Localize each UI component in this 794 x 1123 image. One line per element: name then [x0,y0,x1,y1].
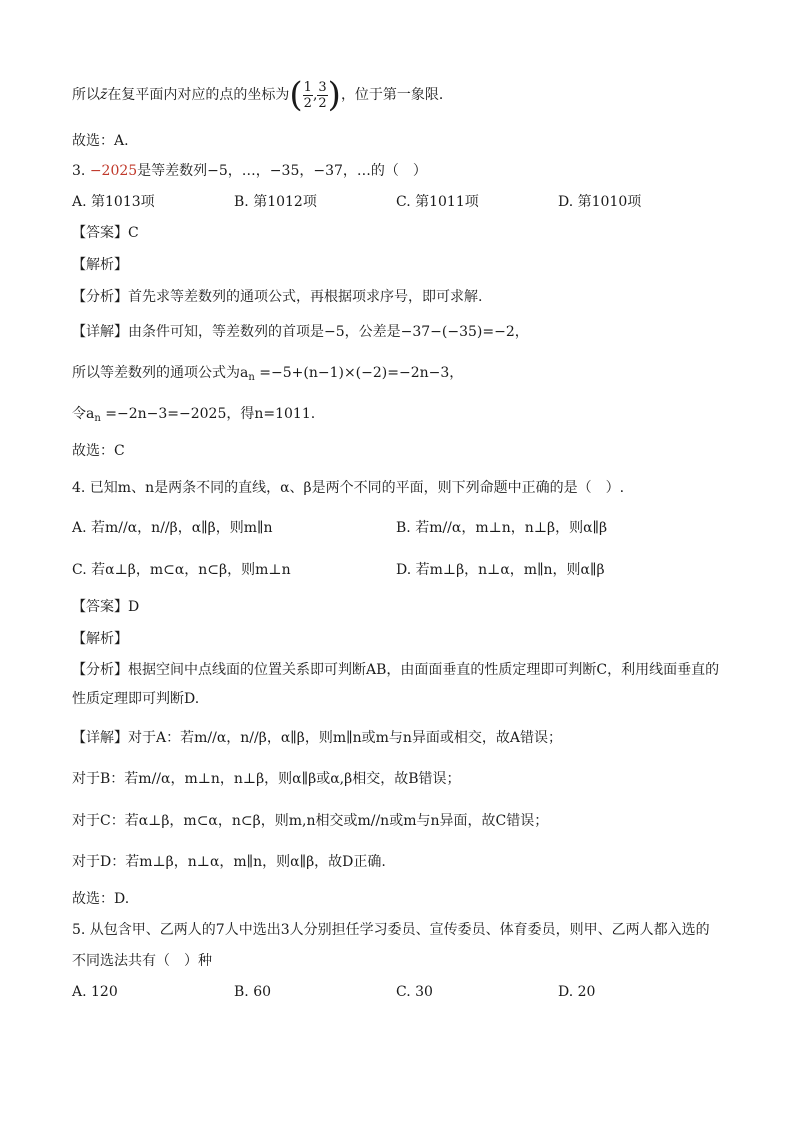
q5-option-b: B. 60 [234,984,272,1000]
q4-option-c: C. 若α⊥β，m⊂α，n⊂β，则m⊥n [72,562,291,578]
q4-option-d: D. 若m⊥β，n⊥α，m∥n，则α∥β [396,562,605,578]
q3-option-c: C. 第1011项 [396,194,479,210]
left-paren: ( [289,75,303,115]
q3-option-b: B. 第1012项 [234,194,317,210]
q5-option-d: D. 20 [558,984,596,1000]
q3-stem [72,162,427,180]
q4-option-b: B. 若m//α，m⊥n，n⊥β，则α∥β [396,520,608,536]
q4-analysis-label: 【解析】 [72,631,128,647]
q3-solve-line: 令$a_n =-2n-3=-2025$，得n=1011. [72,406,316,424]
right-paren: ) [327,75,341,115]
q5-stem-2: 不同选法共有（ ）种 [72,953,212,969]
fraction-1: $\frac{1}{2}$ [303,79,312,111]
choice-prev: 故选：A. [72,133,129,149]
q3-choice: 故选：C [72,443,125,459]
text-before: 所以 [72,87,100,103]
q5-option-a: A. 120 [72,984,118,1000]
q4-fenxi-2: 性质定理即可判断D. [72,691,200,707]
q4-choice: 故选：D. [72,891,130,907]
q3-fenxi: 【分析】首先求等差数列的通项公式，再根据项求序号，即可求解. [72,289,483,305]
q4-option-a: A. 若m//α，n//β，α∥β，则m∥n [72,520,273,536]
q5-stem-1: 5. 从包含甲、乙两人的7人中选出3人分别担任学习委员、宣传委员、体育委员，则甲、乙两人都入选的 [72,922,710,938]
q4-xiangjie-d: 对于D：若m⊥β，n⊥α，m∥n，则α∥β，故D正确. [72,854,386,870]
q3-xiangjie: 【详解】由条件可知，等差数列的首项是−5，公差是−37−(−35)=−2， [72,324,529,340]
text-after: ，位于第一象限． [340,87,453,103]
fraction-2: $\frac{3}{2}$ [318,79,327,111]
q4-xiangjie-b: 对于B：若m//α，m⊥n，n⊥β，则α∥β或α,β相交，故B错误； [72,771,461,787]
q3-stem-text: 是等差数列−5，…，−35，−37，…的（ ） [137,163,427,179]
q3-answer: 【答案】C [72,225,139,241]
q3-number: 3. [72,163,86,179]
text-mid: 在复平面内对应的点的坐标为 [107,87,290,103]
q3-analysis-label: 【解析】 [72,257,128,273]
q3-value: −2025 [89,163,138,179]
coordinate-line: 所以z̄在复平面内对应的点的坐标为( $\frac{1}{2}$ , $\frac{3}{2}$ )，位于第一象限． [72,75,453,115]
q4-answer: 【答案】D [72,599,140,615]
q3-formula-line: 所以等差数列的通项公式为$a_n =-5+(n-1)\times(-2)=-2n-3$， [72,365,464,383]
z-conjugate: z̄ [100,87,108,103]
q4-xiangjie-a: 【详解】对于A：若m//α，n//β，α∥β，则m∥n或m与n异面或相交，故A错误； [72,730,562,746]
q4-xiangjie-c: 对于C：若α⊥β，m⊂α，n⊂β，则m,n相交或m//n或m与n异面，故C错误； [72,813,549,829]
q5-option-c: C. 30 [396,984,433,1000]
q4-stem: 4. 已知m、n是两条不同的直线，α、β是两个不同的平面，则下列命题中正确的是（ ）. [72,480,625,496]
q3-option-a: A. 第1013项 [72,194,155,210]
q3-option-d: D. 第1010项 [558,194,642,210]
q4-fenxi-1: 【分析】根据空间中点线面的位置关系即可判断AB，由面面垂直的性质定理即可判断C，利用线面垂直的 [72,662,720,678]
